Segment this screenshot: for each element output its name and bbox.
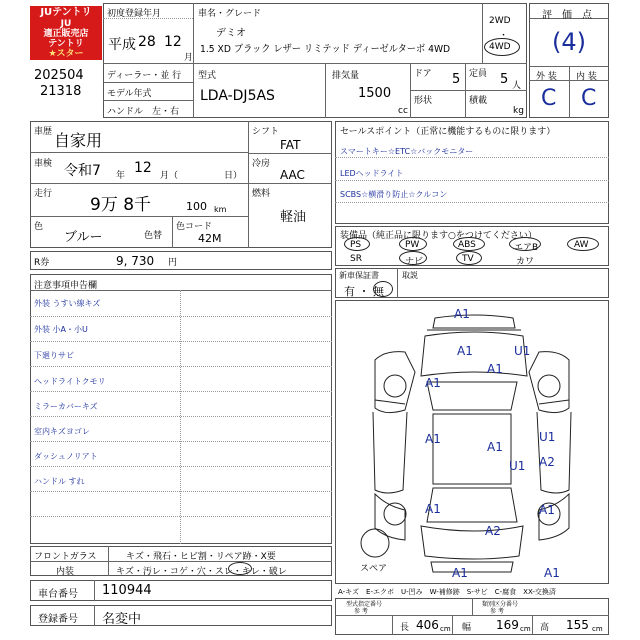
drive-4wd: 4WD (489, 42, 511, 52)
color-code-value: 42M (198, 232, 222, 245)
sales-point-3: SCBS☆横滑り防止☆クルコン (340, 190, 448, 199)
car-name: デミオ (216, 28, 246, 39)
lot-number-2: 21318 (40, 84, 82, 99)
note-6: 室内キズヨゴレ (34, 427, 90, 436)
ac-value: AAC (280, 168, 305, 182)
sales-points-label: セールスポイント（正常に機能するものに限ります） (340, 127, 556, 137)
note-1: 外装 うすい線キズ (34, 299, 101, 308)
equip-aw: AW (574, 240, 589, 250)
car-diagram (335, 300, 609, 580)
equip-navi-circle (399, 251, 427, 265)
type-value: LDA-DJ5AS (200, 88, 275, 104)
handle-label: ハンドル 左・右 (107, 107, 180, 117)
spare-label: スペア (360, 564, 388, 574)
note-7: ダッシュノリアト (34, 452, 98, 461)
warranty-value: 有 ・ 無 (344, 285, 384, 298)
exterior-label: 外 装 (536, 72, 557, 82)
equip-aw-circle (567, 237, 599, 251)
recycle-unit: 円 (168, 258, 178, 268)
logo-dealer: 適正販売店 (43, 29, 89, 39)
interior-grade: C (581, 86, 597, 111)
door-label: ドア (414, 69, 432, 79)
damage-hood-left: A1 (457, 344, 473, 358)
logo-tentori: テントリ (48, 39, 84, 49)
damage-hood-right: U1 (514, 344, 531, 358)
drive-2wd: 2WD (489, 16, 511, 26)
inspection-year-unit: 年 (116, 171, 126, 181)
color-label: 色 (34, 222, 44, 232)
logo-body (30, 19, 102, 60)
drive-separator: ・ (499, 31, 509, 41)
record-label: 取説 (402, 271, 418, 280)
shift-label: シフト (252, 127, 280, 137)
registration-month: 12 (164, 34, 182, 50)
front-glass-value: キズ・飛石・ヒビ割・リペア跡・X要 (126, 552, 276, 562)
ac-label: 冷房 (252, 159, 271, 169)
width-unit: cm (520, 625, 531, 633)
note-2: 外装 小A・小U (34, 325, 88, 334)
height-value: 155 (566, 618, 589, 632)
recycle-box (30, 251, 332, 270)
note-3: 下廻りサビ (34, 351, 74, 360)
note-5: ミラーカバーキズ (34, 402, 98, 411)
color-change-label: 色替 (144, 231, 163, 241)
logo-star: ★スター (48, 49, 84, 59)
type-spec-label: 型式指定番号 (346, 601, 383, 608)
auction-logo (30, 6, 102, 60)
drive-4wd-circle (484, 38, 520, 56)
damage-tailgate: A2 (485, 524, 501, 538)
exterior-grade: C (541, 86, 557, 111)
equip-sr: SR (350, 254, 362, 264)
class-label: 類別区分番号 (482, 601, 519, 608)
inspection-day-unit: 日） (224, 171, 243, 181)
inspection-era: 令和7 (64, 163, 101, 179)
equip-abs: ABS (458, 240, 476, 250)
mileage-value: 9万 8千 (90, 195, 152, 215)
equip-airbag-circle (509, 237, 541, 251)
equip-navi: ナビ (405, 257, 424, 267)
damage-right-front-door: U1 (539, 430, 556, 444)
chassis-label: 車台番号 (38, 589, 78, 600)
interior-row-value: キズ・汚レ・コゲ・穴・スレ・キレ・破レ (116, 567, 287, 577)
recycle-label: R券 (34, 258, 50, 268)
equip-ps-circle (344, 237, 370, 251)
model-year-label: モデル年式 (107, 89, 152, 99)
door-value: 5 (452, 72, 461, 87)
name-grade-label: 車名・グレード (198, 9, 262, 19)
rating-score: (4) (552, 28, 586, 56)
type-label: 型式 (198, 71, 217, 81)
registration-month-unit: 月 (184, 53, 194, 63)
note-8: ハンドル すれ (34, 477, 85, 486)
equip-abs-circle (453, 237, 485, 251)
damage-right-rear-door: A2 (539, 455, 555, 469)
mileage-label: 走行 (34, 189, 53, 199)
equip-ps: PS (350, 240, 362, 250)
damage-front-bumper: A1 (454, 307, 470, 321)
damage-windshield: A1 (487, 362, 503, 376)
equip-tv: TV (462, 254, 474, 264)
type-spec-ref: 参 考 (354, 608, 368, 615)
inspection-month-unit: 月（ (160, 171, 179, 181)
inspection-month: 12 (134, 160, 152, 176)
equip-airbag: エアB (514, 243, 539, 253)
damage-rear-bumper-left: A1 (452, 566, 468, 580)
damage-roof-rear: U1 (509, 459, 526, 473)
load-label: 積載 (469, 96, 488, 106)
logo-brand: JUテントリ (30, 6, 102, 19)
first-registration-label: 初度登録年月 (107, 9, 162, 19)
registration-era: 平成 (108, 37, 136, 53)
car-grade: 1.5 XD ブラック レザー リミテッド ディーゼルターボ 4WD (200, 44, 451, 55)
capacity-value: 5 (500, 72, 509, 87)
displacement-value: 1500 (358, 86, 392, 101)
chassis-value: 110944 (102, 583, 152, 598)
color-value: ブルー (64, 230, 103, 245)
equip-leather: カワ (516, 257, 535, 267)
interior-row-label: 内装 (56, 567, 75, 577)
mileage-sub: 100 (186, 200, 207, 213)
damage-right-quarter: A1 (539, 503, 555, 517)
recycle-value: 9, 730 (116, 254, 155, 268)
damage-left-fender: A1 (425, 376, 441, 390)
notes-label: 注意事項申告欄 (34, 281, 98, 291)
fuel-value: 軽油 (280, 210, 307, 225)
lot-number-1: 202504 (34, 68, 84, 83)
usage-label: 車歴 (34, 127, 53, 137)
interior-scuff-circle (228, 562, 252, 575)
usage-value: 自家用 (54, 131, 103, 150)
note-4: ヘッドライトクモリ (34, 377, 106, 386)
height-label: 高 (540, 623, 550, 633)
equip-tv-circle (456, 251, 482, 265)
dealer-label: ディーラー・並 行 (107, 71, 182, 81)
registration-value: 名変中 (102, 612, 142, 627)
capacity-unit: 人 (512, 81, 522, 91)
sales-point-2: LEDヘッドライト (340, 169, 404, 178)
height-unit: cm (592, 625, 603, 633)
damage-left-quarter: A1 (425, 502, 441, 516)
displacement-label: 排気量 (332, 71, 360, 81)
mileage-unit: km (214, 205, 227, 214)
damage-roof: A1 (487, 440, 503, 454)
equip-pw-circle (399, 237, 427, 251)
capacity-label: 定員 (469, 69, 488, 79)
interior-label: 内 装 (576, 72, 597, 82)
length-label: 長 (400, 623, 410, 633)
warranty-label: 新車保証書 (339, 271, 379, 280)
warranty-none-circle (373, 281, 393, 297)
class-ref: 参 考 (490, 608, 504, 615)
logo-ju: JU (60, 19, 72, 29)
damage-left-door: A1 (425, 432, 441, 446)
inspection-label: 車検 (34, 159, 53, 169)
load-unit: kg (513, 106, 524, 116)
color-code-label: 色コード (176, 222, 213, 232)
equipment-label: 装備品（純正品に限ります○をつけてください） (340, 231, 537, 241)
registration-year: 28 (138, 34, 156, 50)
registration-label: 登録番号 (38, 614, 78, 625)
width-value: 169 (496, 618, 519, 632)
rating-label: 評 価 点 (542, 10, 592, 21)
sales-point-1: スマートキー☆ETC☆バックモニター (340, 147, 474, 156)
length-unit: cm (440, 625, 451, 633)
front-glass-label: フロントガラス (34, 552, 97, 562)
shift-value: FAT (280, 138, 301, 152)
length-value: 406 (416, 618, 439, 632)
width-label: 幅 (462, 623, 472, 633)
displacement-unit: cc (398, 106, 408, 116)
damage-legend: A-キズ E-エクボ U-凹み W-補修跡 S-サビ C-腐食 XX-交換済 (338, 588, 556, 596)
damage-rear-bumper-right: A1 (544, 566, 560, 580)
fuel-label: 燃料 (252, 189, 271, 199)
equip-pw: PW (405, 240, 420, 250)
shape-label: 形状 (414, 96, 433, 106)
